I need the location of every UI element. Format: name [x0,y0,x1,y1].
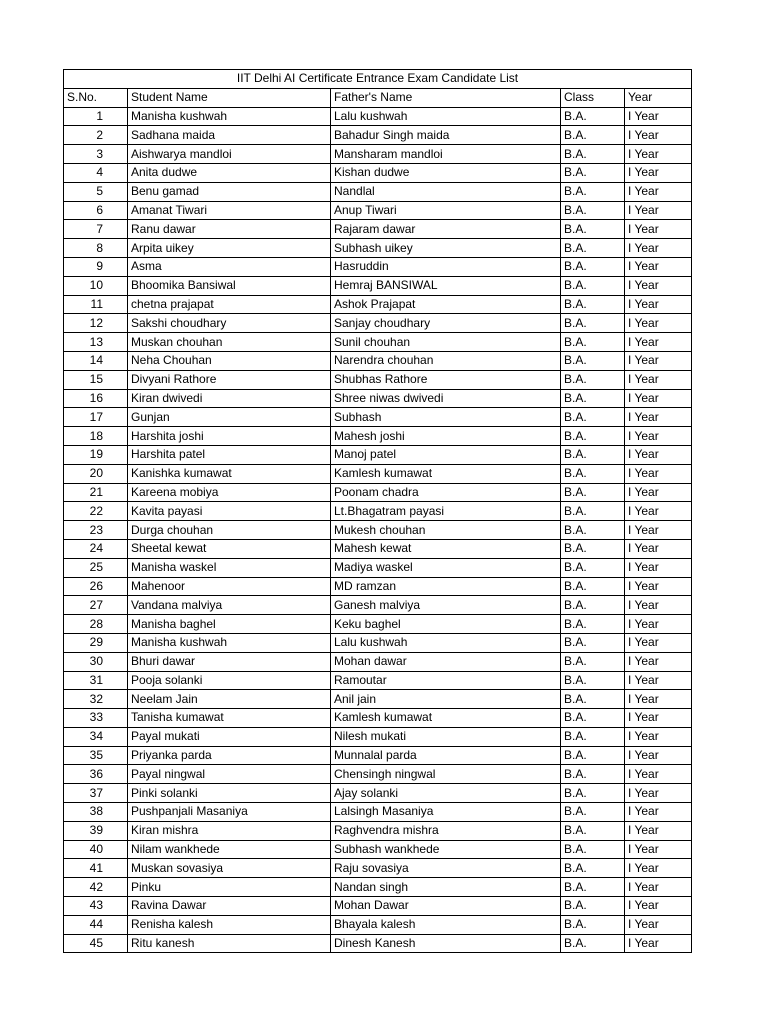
cell-class: B.A. [561,351,625,370]
cell-fathers-name: Ashok Prajapat [331,295,561,314]
cell-student-name: Payal ningwal [128,765,331,784]
cell-class: B.A. [561,897,625,916]
cell-class: B.A. [561,483,625,502]
cell-sno: 18 [64,427,128,446]
cell-student-name: Neha Chouhan [128,351,331,370]
cell-class: B.A. [561,445,625,464]
table-row [64,351,692,370]
cell-class: B.A. [561,746,625,765]
cell-class: B.A. [561,633,625,652]
cell-fathers-name: Nandan singh [331,878,561,897]
cell-sno: 23 [64,521,128,540]
cell-fathers-name: Mahesh kewat [331,539,561,558]
cell-student-name: Arpita uikey [128,239,331,258]
cell-year: I Year [625,389,692,408]
cell-fathers-name: Lalu kushwah [331,633,561,652]
cell-class: B.A. [561,389,625,408]
cell-class: B.A. [561,934,625,953]
cell-year: I Year [625,577,692,596]
cell-sno: 5 [64,182,128,201]
cell-student-name: Sheetal kewat [128,539,331,558]
cell-class: B.A. [561,878,625,897]
cell-student-name: Priyanka parda [128,746,331,765]
table-row [64,370,692,389]
cell-sno: 12 [64,314,128,333]
cell-year: I Year [625,878,692,897]
cell-student-name: Ritu kanesh [128,934,331,953]
cell-student-name: Harshita patel [128,445,331,464]
cell-year: I Year [625,934,692,953]
cell-sno: 16 [64,389,128,408]
cell-class: B.A. [561,314,625,333]
cell-class: B.A. [561,239,625,258]
cell-sno: 33 [64,709,128,728]
cell-year: I Year [625,163,692,182]
table-row [64,803,692,822]
cell-year: I Year [625,427,692,446]
table-row [64,145,692,164]
cell-fathers-name: Anup Tiwari [331,201,561,220]
cell-class: B.A. [561,163,625,182]
cell-class: B.A. [561,765,625,784]
cell-student-name: Aishwarya mandloi [128,145,331,164]
cell-class: B.A. [561,577,625,596]
table-row [64,577,692,596]
cell-class: B.A. [561,521,625,540]
cell-student-name: Bhuri dawar [128,652,331,671]
cell-year: I Year [625,314,692,333]
cell-class: B.A. [561,539,625,558]
cell-fathers-name: Raghvendra mishra [331,821,561,840]
cell-student-name: Pinki solanki [128,784,331,803]
cell-class: B.A. [561,803,625,822]
cell-year: I Year [625,464,692,483]
cell-year: I Year [625,897,692,916]
cell-fathers-name: Shree niwas dwivedi [331,389,561,408]
cell-year: I Year [625,821,692,840]
cell-student-name: Muskan chouhan [128,333,331,352]
table-row [64,633,692,652]
table-row [64,408,692,427]
table-row [64,596,692,615]
cell-sno: 11 [64,295,128,314]
header-student-name: Student Name [128,88,331,107]
cell-year: I Year [625,239,692,258]
title-row [64,70,692,89]
cell-sno: 37 [64,784,128,803]
cell-sno: 8 [64,239,128,258]
cell-sno: 38 [64,803,128,822]
cell-class: B.A. [561,408,625,427]
cell-class: B.A. [561,427,625,446]
table-row [64,295,692,314]
table-row [64,784,692,803]
cell-student-name: Harshita joshi [128,427,331,446]
cell-class: B.A. [561,257,625,276]
cell-sno: 34 [64,727,128,746]
cell-sno: 9 [64,257,128,276]
cell-fathers-name: Narendra chouhan [331,351,561,370]
cell-class: B.A. [561,840,625,859]
cell-year: I Year [625,596,692,615]
cell-fathers-name: Anil jain [331,690,561,709]
cell-year: I Year [625,351,692,370]
cell-sno: 26 [64,577,128,596]
cell-year: I Year [625,840,692,859]
cell-fathers-name: Hasruddin [331,257,561,276]
cell-sno: 2 [64,126,128,145]
cell-year: I Year [625,276,692,295]
cell-class: B.A. [561,201,625,220]
cell-fathers-name: Dinesh Kanesh [331,934,561,953]
cell-class: B.A. [561,784,625,803]
cell-fathers-name: MD ramzan [331,577,561,596]
cell-class: B.A. [561,915,625,934]
table-row [64,314,692,333]
cell-year: I Year [625,709,692,728]
table-row [64,107,692,126]
cell-class: B.A. [561,502,625,521]
cell-student-name: Bhoomika Bansiwal [128,276,331,295]
cell-year: I Year [625,521,692,540]
table-row [64,239,692,258]
cell-sno: 36 [64,765,128,784]
cell-student-name: chetna prajapat [128,295,331,314]
cell-fathers-name: Manoj patel [331,445,561,464]
cell-fathers-name: Bhayala kalesh [331,915,561,934]
table-row [64,201,692,220]
cell-fathers-name: Sanjay choudhary [331,314,561,333]
cell-fathers-name: Kamlesh kumawat [331,464,561,483]
table-row [64,483,692,502]
cell-student-name: Pinku [128,878,331,897]
table-row [64,182,692,201]
cell-fathers-name: Sunil chouhan [331,333,561,352]
cell-year: I Year [625,558,692,577]
cell-student-name: Pushpanjali Masaniya [128,803,331,822]
table-row [64,897,692,916]
cell-sno: 17 [64,408,128,427]
cell-student-name: Tanisha kumawat [128,709,331,728]
cell-class: B.A. [561,276,625,295]
cell-sno: 4 [64,163,128,182]
cell-fathers-name: Kishan dudwe [331,163,561,182]
cell-class: B.A. [561,671,625,690]
table-row [64,558,692,577]
cell-sno: 24 [64,539,128,558]
table-row [64,746,692,765]
cell-sno: 35 [64,746,128,765]
cell-sno: 39 [64,821,128,840]
cell-fathers-name: Madiya waskel [331,558,561,577]
cell-student-name: Mahenoor [128,577,331,596]
table-row [64,840,692,859]
cell-year: I Year [625,408,692,427]
cell-student-name: Asma [128,257,331,276]
table-row [64,859,692,878]
cell-fathers-name: Mohan dawar [331,652,561,671]
cell-fathers-name: Bahadur Singh maida [331,126,561,145]
cell-student-name: Gunjan [128,408,331,427]
cell-year: I Year [625,182,692,201]
table-row [64,257,692,276]
cell-year: I Year [625,803,692,822]
cell-sno: 20 [64,464,128,483]
header-class: Class [561,88,625,107]
cell-fathers-name: Nandlal [331,182,561,201]
cell-year: I Year [625,633,692,652]
table-row [64,821,692,840]
cell-year: I Year [625,671,692,690]
cell-fathers-name: Mohan Dawar [331,897,561,916]
cell-class: B.A. [561,333,625,352]
table-row [64,934,692,953]
cell-student-name: Payal mukati [128,727,331,746]
cell-sno: 19 [64,445,128,464]
cell-year: I Year [625,333,692,352]
cell-sno: 30 [64,652,128,671]
cell-fathers-name: Keku baghel [331,615,561,634]
table-row [64,445,692,464]
cell-year: I Year [625,539,692,558]
cell-fathers-name: Mahesh joshi [331,427,561,446]
table-row [64,652,692,671]
cell-sno: 21 [64,483,128,502]
cell-sno: 3 [64,145,128,164]
cell-year: I Year [625,915,692,934]
table-row [64,727,692,746]
cell-student-name: Kavita payasi [128,502,331,521]
cell-class: B.A. [561,126,625,145]
cell-fathers-name: Poonam chadra [331,483,561,502]
cell-year: I Year [625,126,692,145]
cell-fathers-name: Nilesh mukati [331,727,561,746]
cell-sno: 1 [64,107,128,126]
table-row [64,709,692,728]
cell-sno: 15 [64,370,128,389]
cell-class: B.A. [561,182,625,201]
cell-class: B.A. [561,295,625,314]
table-row [64,276,692,295]
cell-year: I Year [625,727,692,746]
cell-year: I Year [625,295,692,314]
cell-class: B.A. [561,727,625,746]
cell-fathers-name: Kamlesh kumawat [331,709,561,728]
cell-student-name: Benu gamad [128,182,331,201]
cell-student-name: Pooja solanki [128,671,331,690]
table-row [64,126,692,145]
table-row [64,765,692,784]
table-row [64,220,692,239]
header-year: Year [625,88,692,107]
cell-class: B.A. [561,859,625,878]
cell-sno: 25 [64,558,128,577]
cell-sno: 40 [64,840,128,859]
header-sno: S.No. [64,88,128,107]
cell-fathers-name: Ramoutar [331,671,561,690]
cell-class: B.A. [561,652,625,671]
cell-student-name: Kiran mishra [128,821,331,840]
cell-sno: 28 [64,615,128,634]
cell-year: I Year [625,257,692,276]
cell-student-name: Renisha kalesh [128,915,331,934]
cell-student-name: Sakshi choudhary [128,314,331,333]
cell-fathers-name: Subhash uikey [331,239,561,258]
cell-year: I Year [625,201,692,220]
cell-fathers-name: Lalu kushwah [331,107,561,126]
cell-sno: 7 [64,220,128,239]
cell-sno: 31 [64,671,128,690]
cell-class: B.A. [561,464,625,483]
cell-year: I Year [625,746,692,765]
cell-year: I Year [625,370,692,389]
cell-year: I Year [625,784,692,803]
cell-student-name: Manisha kushwah [128,633,331,652]
cell-sno: 45 [64,934,128,953]
cell-fathers-name: Lt.Bhagatram payasi [331,502,561,521]
cell-sno: 41 [64,859,128,878]
cell-student-name: Manisha baghel [128,615,331,634]
cell-sno: 13 [64,333,128,352]
cell-class: B.A. [561,107,625,126]
cell-fathers-name: Shubhas Rathore [331,370,561,389]
cell-student-name: Nilam wankhede [128,840,331,859]
cell-class: B.A. [561,690,625,709]
candidate-table [63,69,692,953]
table-row [64,502,692,521]
cell-sno: 32 [64,690,128,709]
cell-student-name: Ranu dawar [128,220,331,239]
cell-class: B.A. [561,558,625,577]
cell-student-name: Ravina Dawar [128,897,331,916]
table-row [64,333,692,352]
cell-sno: 27 [64,596,128,615]
cell-student-name: Manisha waskel [128,558,331,577]
cell-year: I Year [625,107,692,126]
table-row [64,521,692,540]
cell-class: B.A. [561,145,625,164]
table-row [64,915,692,934]
cell-fathers-name: Ajay solanki [331,784,561,803]
cell-fathers-name: Lalsingh Masaniya [331,803,561,822]
header-fathers-name: Father's Name [331,88,561,107]
cell-student-name: Vandana malviya [128,596,331,615]
cell-sno: 6 [64,201,128,220]
header-row [64,88,692,107]
cell-fathers-name: Subhash [331,408,561,427]
cell-year: I Year [625,859,692,878]
cell-class: B.A. [561,821,625,840]
table-row [64,690,692,709]
table-row [64,539,692,558]
cell-fathers-name: Raju sovasiya [331,859,561,878]
cell-sno: 10 [64,276,128,295]
table-row [64,464,692,483]
table-title: IIT Delhi AI Certificate Entrance Exam Candidate List [64,70,692,89]
cell-year: I Year [625,145,692,164]
table-row [64,615,692,634]
cell-student-name: Amanat Tiwari [128,201,331,220]
cell-student-name: Kareena mobiya [128,483,331,502]
cell-fathers-name: Rajaram dawar [331,220,561,239]
cell-fathers-name: Chensingh ningwal [331,765,561,784]
cell-year: I Year [625,615,692,634]
cell-student-name: Sadhana maida [128,126,331,145]
cell-sno: 22 [64,502,128,521]
cell-sno: 42 [64,878,128,897]
cell-student-name: Kiran dwivedi [128,389,331,408]
cell-sno: 44 [64,915,128,934]
cell-student-name: Durga chouhan [128,521,331,540]
cell-year: I Year [625,652,692,671]
cell-class: B.A. [561,370,625,389]
table-row [64,671,692,690]
cell-student-name: Manisha kushwah [128,107,331,126]
cell-fathers-name: Mukesh chouhan [331,521,561,540]
cell-year: I Year [625,220,692,239]
cell-sno: 29 [64,633,128,652]
cell-year: I Year [625,690,692,709]
table-row [64,427,692,446]
cell-class: B.A. [561,220,625,239]
cell-class: B.A. [561,596,625,615]
cell-year: I Year [625,502,692,521]
table-row [64,389,692,408]
cell-student-name: Muskan sovasiya [128,859,331,878]
cell-sno: 14 [64,351,128,370]
table-row [64,163,692,182]
cell-class: B.A. [561,709,625,728]
cell-student-name: Neelam Jain [128,690,331,709]
cell-year: I Year [625,483,692,502]
cell-fathers-name: Subhash wankhede [331,840,561,859]
cell-student-name: Divyani Rathore [128,370,331,389]
cell-fathers-name: Hemraj BANSIWAL [331,276,561,295]
cell-year: I Year [625,445,692,464]
cell-fathers-name: Ganesh malviya [331,596,561,615]
table-row [64,878,692,897]
cell-fathers-name: Mansharam mandloi [331,145,561,164]
cell-student-name: Kanishka kumawat [128,464,331,483]
cell-year: I Year [625,765,692,784]
cell-student-name: Anita dudwe [128,163,331,182]
cell-fathers-name: Munnalal parda [331,746,561,765]
cell-class: B.A. [561,615,625,634]
cell-sno: 43 [64,897,128,916]
